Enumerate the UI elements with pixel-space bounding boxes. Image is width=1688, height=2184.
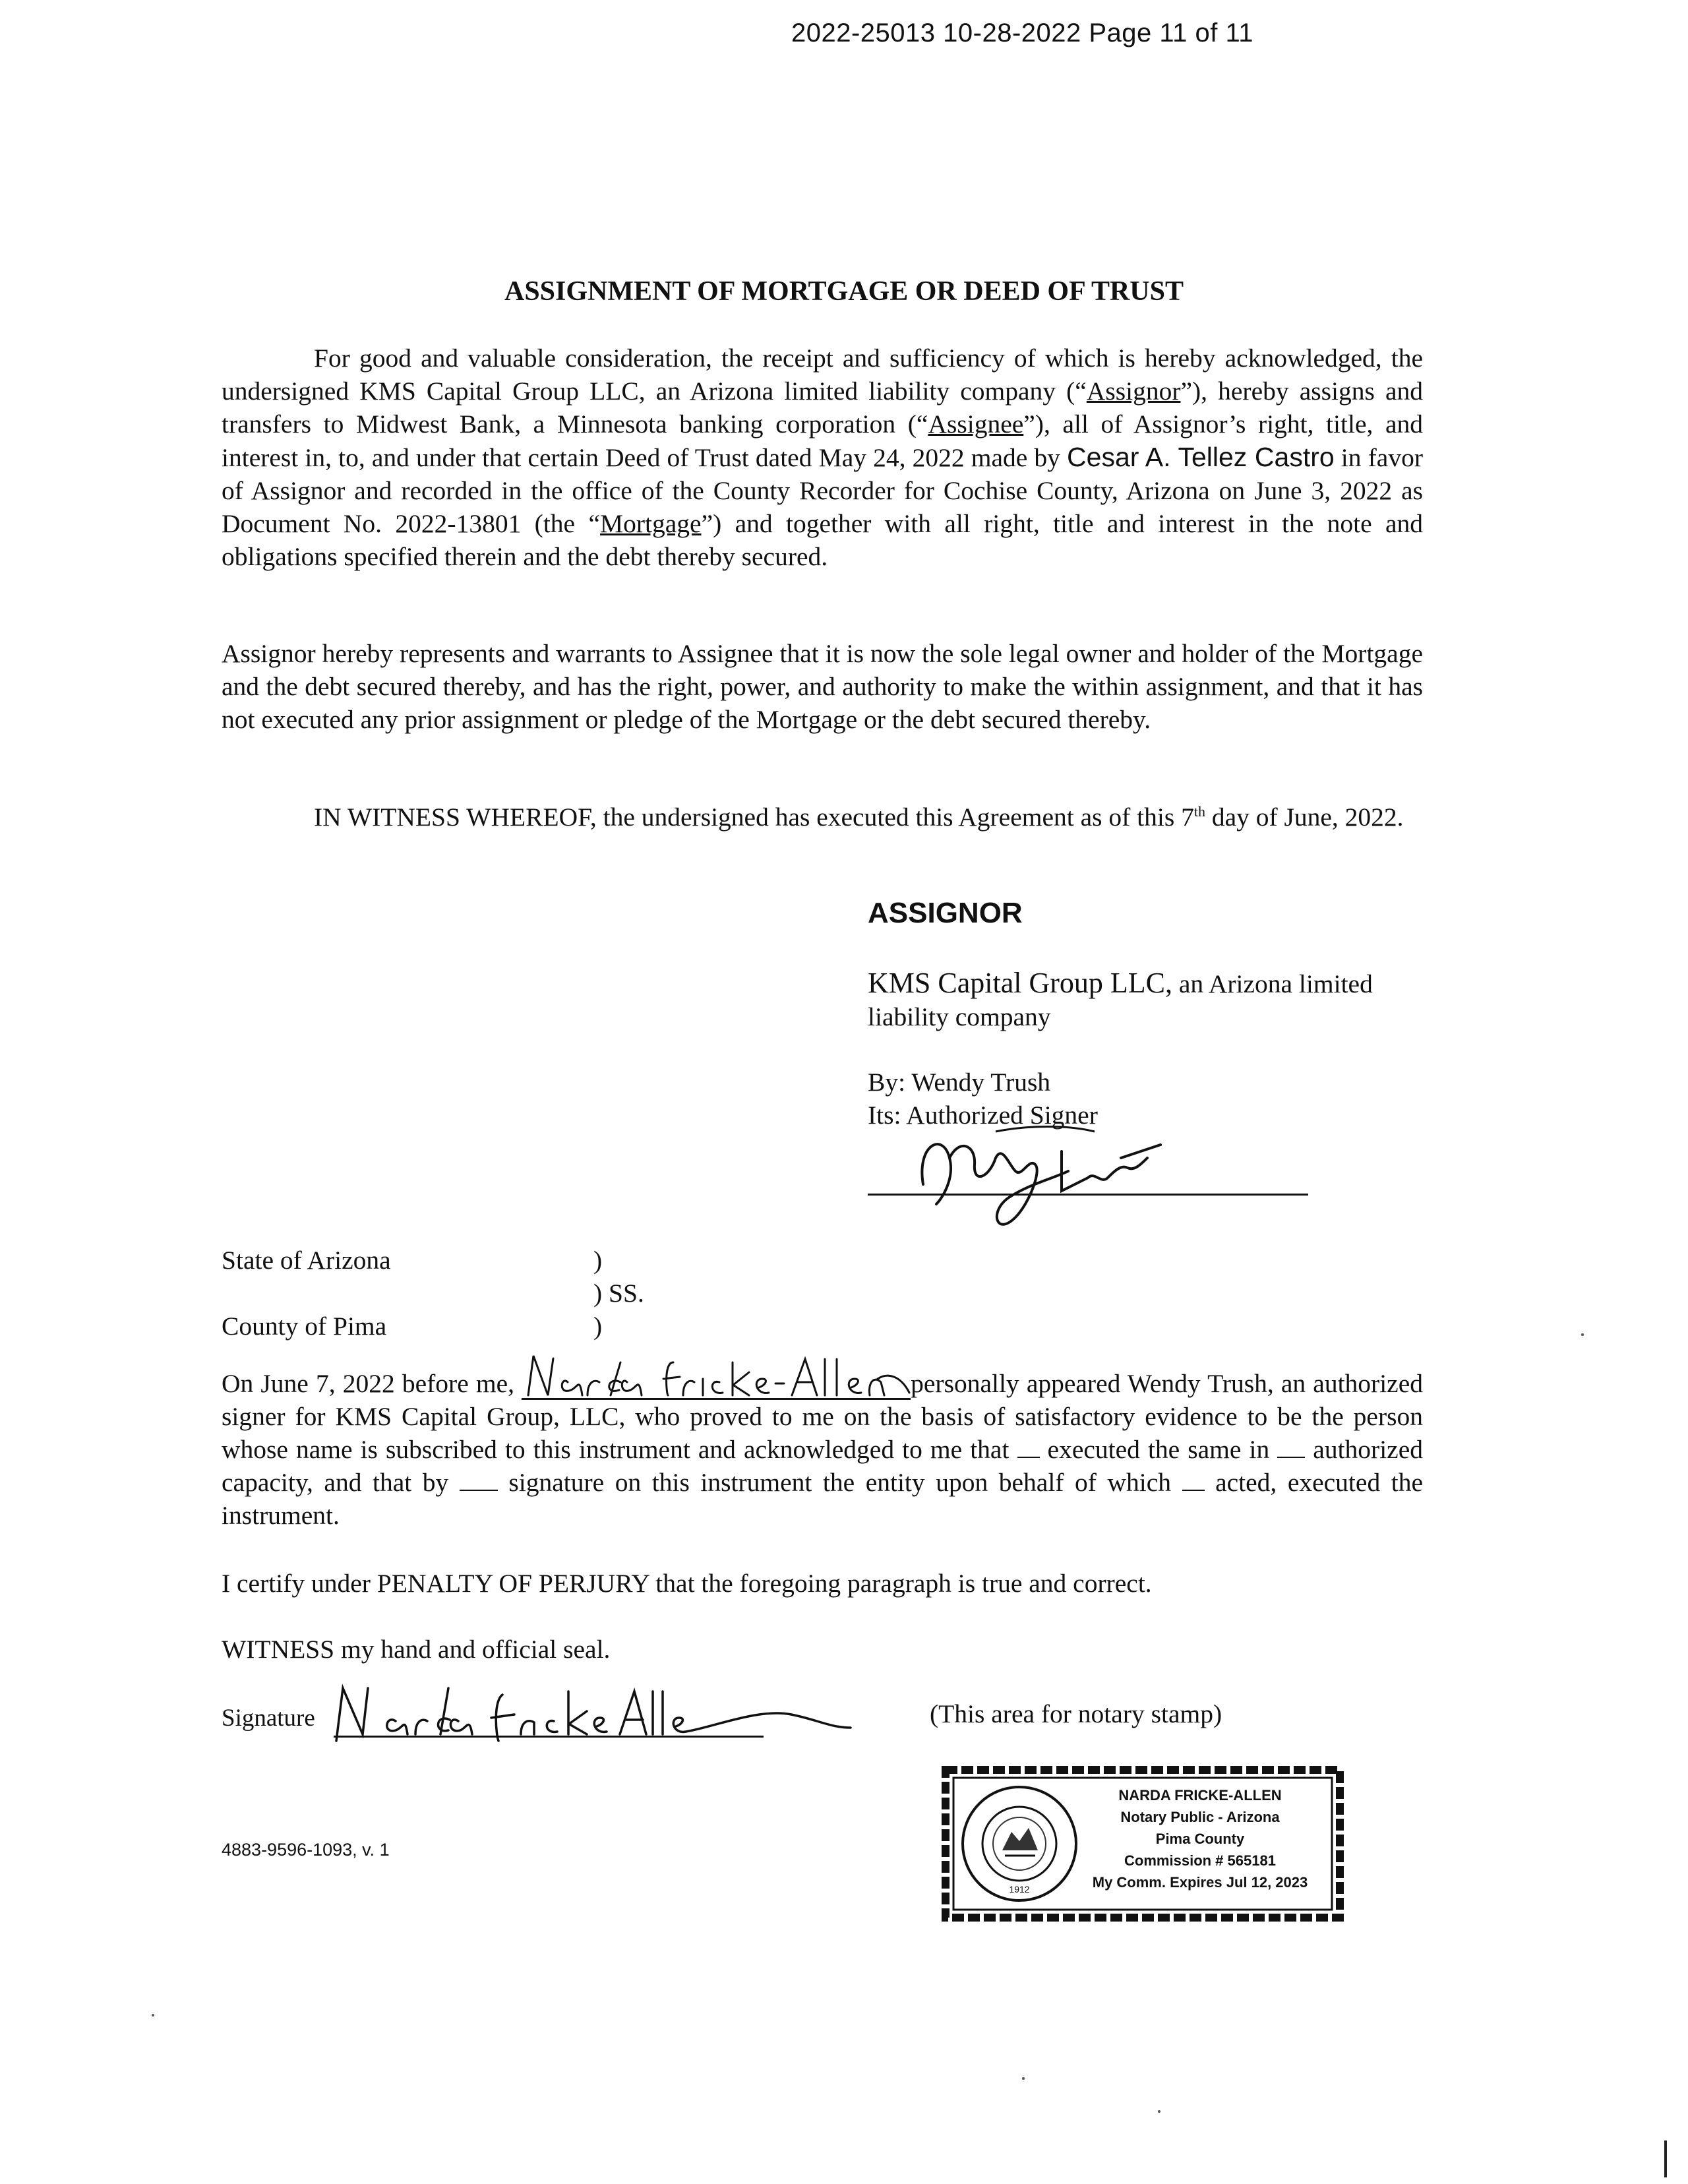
notary-acknowledgment — [222, 1365, 1423, 1532]
assignor-signature — [897, 1105, 1213, 1237]
notary-text-a: On June 7, 2022 before me, — [222, 1369, 522, 1398]
venue-block — [222, 1244, 391, 1343]
para1-text-d: in favor of Assignor and recorded in the office of the County Recorder for Cochise County, Arizona on June 3, 2022 as Document No. 2022-13801 (the “ — [222, 443, 1423, 538]
assignor-company — [868, 967, 1435, 1033]
assignee-term: Assignee — [928, 410, 1024, 439]
signer-by: By: Wendy Trush — [868, 1068, 1051, 1097]
blank-pronoun-2 — [1277, 1434, 1305, 1458]
assignor-term: Assignor — [1086, 377, 1181, 406]
blank-pronoun-3 — [460, 1467, 498, 1491]
recording-header: 2022-25013 10-28-2022 Page 11 of 11 — [791, 18, 1254, 47]
warranty-paragraph — [222, 637, 1423, 736]
notary-text-f: acted, executed the instrument. — [222, 1468, 1423, 1530]
para1-text-e: ”) and together with all right, title and interest in the note and obligations specified therein and the debt thereby secured. — [222, 509, 1423, 571]
borrower-name: Cesar A. Tellez Castro — [1067, 442, 1335, 472]
whereof-text-a: IN WITNESS WHEREOF, the undersigned has executed this Agreement as of this 7 — [314, 803, 1194, 832]
stamp-details — [1068, 1784, 1332, 1893]
notary-text-e: signature on this instrument the entity upon behalf of which — [497, 1468, 1182, 1497]
blank-pronoun-4 — [1182, 1467, 1205, 1491]
scan-speck — [1022, 2077, 1025, 2080]
document-version-number: 4883-9596-1093, v. 1 — [222, 1840, 390, 1860]
scan-speck — [152, 2014, 154, 2017]
assignor-heading: ASSIGNOR — [868, 897, 1023, 929]
venue-state: State of Arizona — [222, 1246, 391, 1275]
signer-title: Its: Authorized Signer — [868, 1101, 1098, 1130]
mortgage-term: Mortgage — [600, 509, 702, 538]
stamp-area-label: (This area for notary stamp) — [930, 1699, 1222, 1728]
whereof-text-b: day of June, 2022. — [1205, 803, 1404, 832]
company-name: KMS Capital Group LLC, — [868, 967, 1172, 999]
witness-whereof-paragraph — [222, 801, 1423, 834]
stamp-commission: Commission # 565181 — [1124, 1852, 1276, 1869]
scan-speck — [1581, 1333, 1584, 1336]
notary-handwritten-name — [522, 1365, 911, 1400]
stamp-notary-title: Notary Public - Arizona — [1120, 1809, 1280, 1825]
document-title: ASSIGNMENT OF MORTGAGE OR DEED OF TRUST — [504, 276, 1184, 307]
venue-county: County of Pima — [222, 1312, 387, 1341]
notary-text-d: authorized capacity, and that by — [222, 1435, 1423, 1497]
scan-edge-mark — [1664, 2140, 1667, 2177]
notary-name-handwriting — [522, 1349, 911, 1402]
notary-text-b: personally appeared Wendy Trush, an authorized signer for KMS Capital Group, LLC, who proved to me on the basis of satisfactory evidence to be the person whose name is subscribed to this instrument and acknowledged to me that — [222, 1369, 1423, 1464]
warranty-text: Assignor hereby represents and warrants to Assignee that it is now the sole legal owner and holder of the Mortgage and the debt secured thereby, and has the right, power, and authority to make the within assignment, and that it has not executed any prior assignment or pledge of the Mortgage or the debt secured thereby. — [222, 639, 1423, 734]
assignment-paragraph — [222, 342, 1423, 573]
witness-seal-line: WITNESS my hand and official seal. — [222, 1635, 611, 1664]
stamp-county: Pima County — [1155, 1831, 1245, 1847]
venue-paren-top: ) — [593, 1246, 603, 1275]
para1-text-b: ”), hereby assigns and transfers to Midwest Bank, a Minnesota banking corporation (“ — [222, 377, 1423, 439]
venue-brackets — [593, 1244, 644, 1343]
signature-label: Signature — [222, 1705, 315, 1732]
notary-text-c: executed the same in — [1039, 1435, 1278, 1464]
notary-signature — [330, 1662, 857, 1747]
venue-ss: ) SS. — [593, 1279, 644, 1308]
stamp-expiration: My Comm. Expires Jul 12, 2023 — [1092, 1874, 1308, 1891]
ordinal-suffix: th — [1193, 803, 1205, 820]
company-description: an Arizona limited liability company — [868, 969, 1373, 1031]
seal-year: 1912 — [1009, 1884, 1030, 1895]
perjury-certification: I certify under PENALTY OF PERJURY that the foregoing paragraph is true and correct. — [222, 1569, 1152, 1598]
blank-pronoun-1 — [1017, 1434, 1040, 1458]
stamp-notary-name: NARDA FRICKE-ALLEN — [1118, 1787, 1282, 1804]
scan-speck — [1158, 2110, 1160, 2113]
para1-text-c: ”), all of Assignor’s right, title, and interest in, to, and under that certain Deed of Trust dated May 24, 2022 made by — [222, 410, 1423, 472]
venue-paren-bottom: ) — [593, 1312, 603, 1341]
para1-text-a: For good and valuable consideration, the receipt and sufficiency of which is hereby acknowledged, the undersigned KMS Capital Group LLC, an Arizona limited liability company (“ — [222, 344, 1423, 406]
